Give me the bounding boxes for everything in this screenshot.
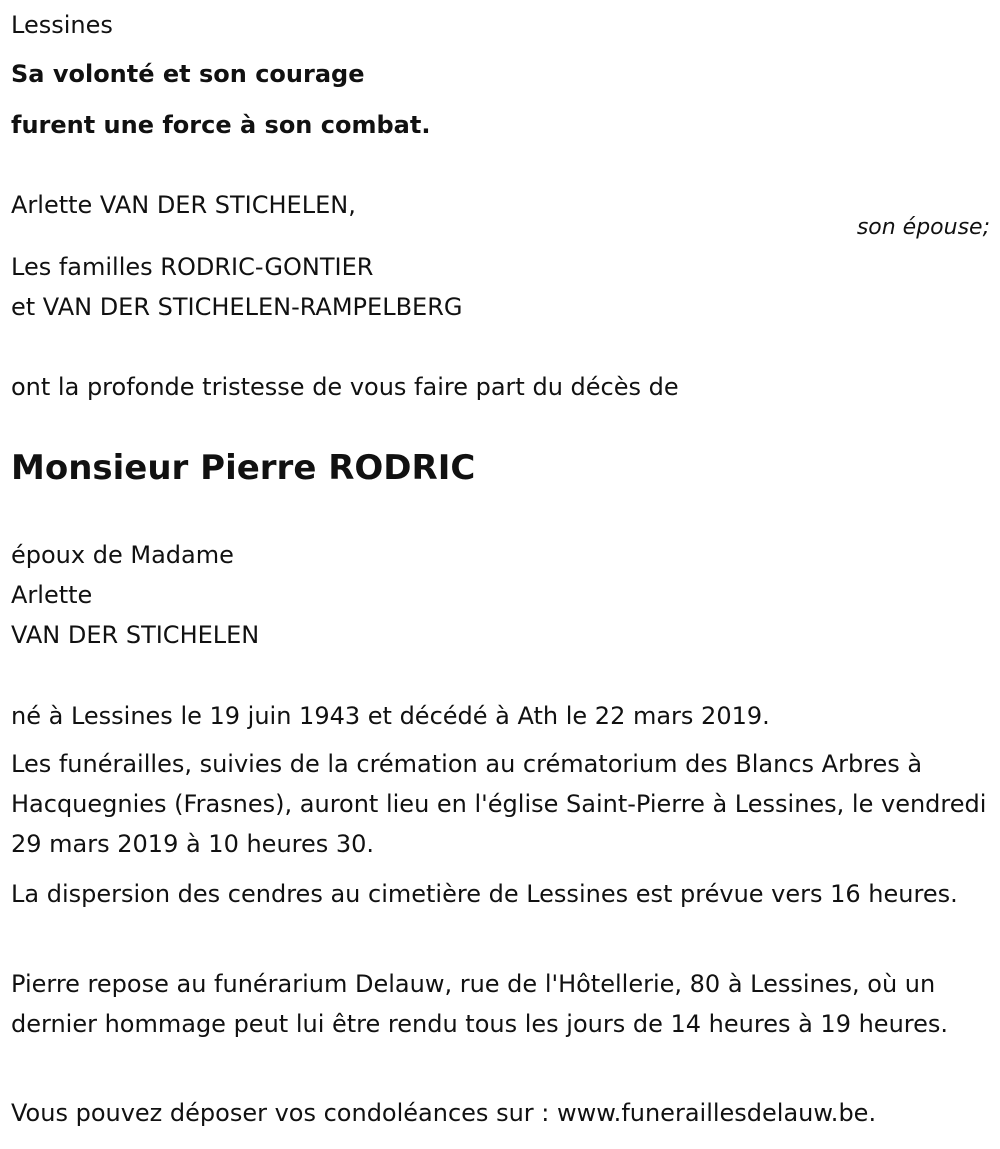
city-label: Lessines	[11, 11, 113, 39]
spouse-of-line-2: Arlette	[11, 581, 93, 609]
spouse-relation: son épouse;	[856, 215, 990, 240]
dispersion-paragraph: La dispersion des cendres au cimetière de Lessines est prévue vers 16 heures.	[11, 880, 958, 908]
quote-line-2: furent une force à son combat.	[11, 111, 431, 139]
condolences-line	[11, 1098, 876, 1128]
families-line-2: et VAN DER STICHELEN-RAMPELBERG	[11, 293, 463, 321]
condolences-text: Vous pouvez déposer vos condoléances sur :	[11, 1099, 557, 1127]
families-line-1: Les familles RODRIC-GONTIER	[11, 253, 374, 281]
birth-death-text: né à Lessines le 19 juin 1943 et décédé à Ath le 22 mars 2019.	[11, 702, 770, 730]
visitation-paragraph: Pierre repose au funérarium Delauw, rue de l'Hôtellerie, 80 à Lessines, où un dernier hommage peut lui être rendu tous les jours de 14 heures à 19 heures.	[11, 970, 949, 1038]
spouse-name: Arlette VAN DER STICHELEN,	[11, 191, 356, 219]
spouse-of-line-3: VAN DER STICHELEN	[11, 621, 260, 649]
announcement-text: ont la profonde tristesse de vous faire part du décès de	[11, 373, 679, 401]
quote-line-1: Sa volonté et son courage	[11, 60, 365, 88]
funeral-paragraph: Les funérailles, suivies de la crémation au crématorium des Blancs Arbres à Hacquegnies (Frasnes), auront lieu en l'église Saint-Pierre à Lessines, le vendredi 29 mars 2019 à 10 heures 30.	[11, 750, 987, 858]
spouse-of-line-1: époux de Madame	[11, 541, 234, 569]
condolences-link[interactable]: www.funeraillesdelauw.be.	[557, 1099, 877, 1127]
deceased-name: Monsieur Pierre RODRIC	[11, 448, 476, 488]
